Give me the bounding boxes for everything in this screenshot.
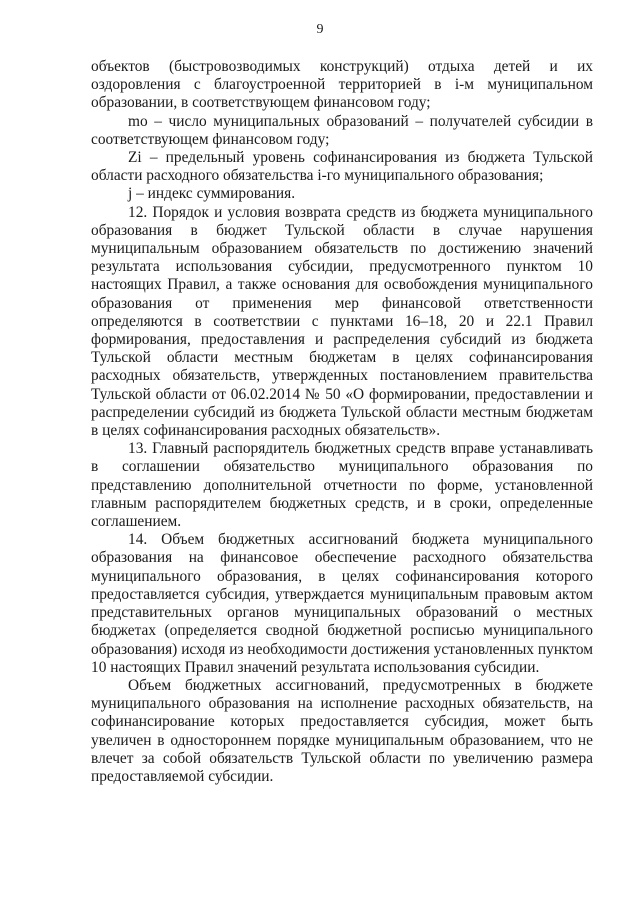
paragraph-clause-14: 14. Объем бюджетных ассигнований бюджета муниципального образования на финансовое обеспечение расходного обязательства муниципального образования, в целях софинансирования которого предоставляется субсидия, утверждается муниципальным правовым актом представительных органов муниципальных образований о местных бюджетах (определяется сводной бюджетной росписью муниципального образования) исходя из необходимости достижения установленных пунктом 10 настоящих Правил значений результата использования субсидии. (91, 531, 593, 676)
paragraph-continuation: объектов (быстровозводимых конструкций) отдыха детей и их оздоровления с благоустроенной территорией в i-м муниципальном образовании, в соответствующем финансовом году; (91, 58, 593, 112)
paragraph-clause-14-continued: Объем бюджетных ассигнований, предусмотренных в бюджете муниципального образования на исполнение расходных обязательств, на софинансирование которых предоставляется субсидия, может быть увеличен в одностороннем порядке муниципальным образованием, что не влечет за собой обязательств Тульской области по увеличению размера предоставляемой субсидии. (91, 676, 593, 785)
paragraph-j-definition: j – индекс суммирования. (128, 185, 296, 203)
paragraph-clause-12: 12. Порядок и условия возврата средств из бюджета муниципального образования в бюджет Тульской области в случае нарушения муниципальным образованием обязательств по достижению значений результата использования субсидии, предусмотренного пунктом 10 настоящих Правил, а также основания для освобождения муниципального образования от применения мер финансовой ответственности определяются в соответствии с пунктами 16–18, 20 и 22.1 Правил формирования, предоставления и распределения субсидий из бюджета Тульской области местным бюджетам в целях софинансирования расходных обязательств, утвержденных постановлением правительства Тульской области от 06.02.2014 № 50 «О формировании, предоставлении и распределении субсидий из бюджета Тульской области местным бюджетам в целях софинансирования расходных обязательств». (91, 203, 593, 440)
paragraph-clause-13: 13. Главный распорядитель бюджетных средств вправе устанавливать в соглашении обязательство муниципального образования по представлению дополнительной отчетности по форме, установленной главным распорядителем бюджетных средств, и в сроки, определенные соглашением. (91, 440, 593, 531)
page-number: 9 (316, 22, 324, 37)
paragraph-zi-definition: Zi – предельный уровень софинансирования из бюджета Тульской области расходного обязательства i-го муниципального образования; (91, 149, 593, 185)
document-body (91, 58, 593, 786)
paragraph-mo-definition: mo – число муниципальных образований – получателей субсидии в соответствующем финансовом году; (91, 112, 593, 148)
